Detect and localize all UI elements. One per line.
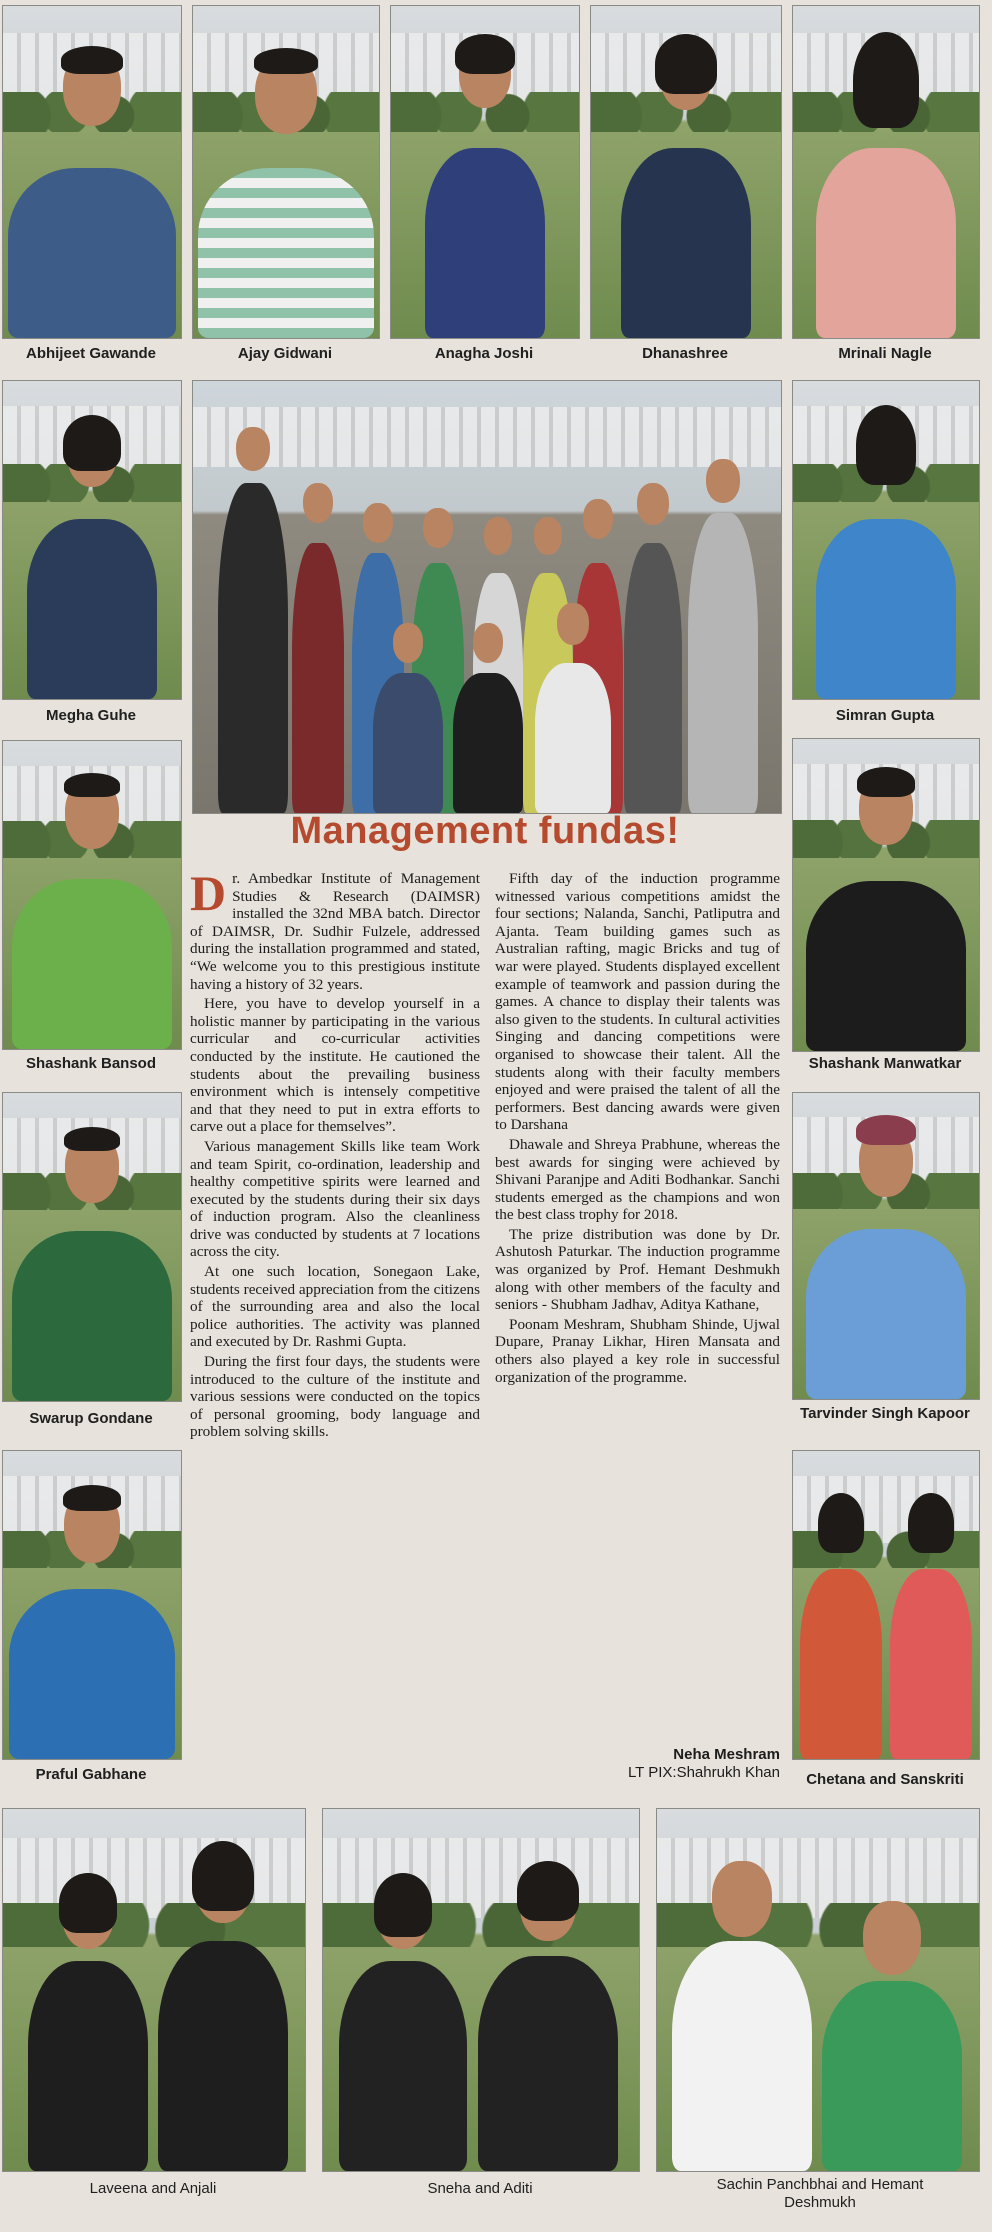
caption-megha-guhe: Megha Guhe — [45, 707, 136, 724]
caption-swarup-gondane: Swarup Gondane — [29, 1410, 153, 1427]
article-headline: Management fundas! — [290, 810, 680, 852]
dropcap: D — [190, 865, 227, 921]
caption-praful-gabhane: Praful Gabhane — [35, 1766, 147, 1783]
photo-simran-gupta — [792, 380, 980, 700]
caption-chetana-and-sanskriti: Chetana and Sanskriti — [806, 1771, 964, 1788]
photo-shashank-manwatkar — [792, 738, 980, 1052]
article-column-1 — [190, 865, 480, 1443]
photo-shashank-bansod — [2, 740, 182, 1050]
photo-group — [192, 380, 782, 814]
photo-megha-guhe — [2, 380, 182, 700]
article-paragraph: Dr. Ambedkar Institute of Management Studies & Research (DAIMSR) installed the 32nd MBA batch. Director of DAIMSR, Dr. Sudhir Fulzele, addressed during the installation programmed and stated, “We welcome you to this prestigious institute having a history of 32 years. — [190, 865, 480, 993]
article-paragraph: At one such location, Sonegaon Lake, students received appreciation from the citizens of the surrounding area and also the local police authorities. The activity was planned and executed by Dr. Rashmi Gupta. — [190, 1263, 480, 1351]
article-paragraph: During the first four days, the students were introduced to the culture of the institute and various sessions were conducted on the topics of personal grooming, body language and problem solving skills. — [190, 1353, 480, 1441]
caption-ajay-gidwani: Ajay Gidwani — [237, 345, 333, 362]
photo-chetana-and-sanskriti — [792, 1450, 980, 1760]
photo-sneha-and-aditi — [322, 1808, 640, 2172]
photo-credit: LT PIX:Shahrukh Khan — [627, 1764, 780, 1781]
caption-simran-gupta: Simran Gupta — [835, 707, 935, 724]
photo-laveena-and-anjali — [2, 1808, 306, 2172]
caption-laveena-and-anjali: Laveena and Anjali — [89, 2180, 217, 2197]
article-paragraph: Dhawale and Shreya Prabhune, whereas the best awards for singing were achieved by Shivani Paranjpe and Aditi Bodhankar. Sanchi students emerged as the champions and won the best class trophy for 2018. — [495, 1135, 780, 1224]
photo-ajay-gidwani — [192, 5, 380, 339]
photo-anagha-joshi — [390, 5, 580, 339]
caption-dhanashree: Dhanashree — [642, 345, 728, 362]
article-paragraph: Various management Skills like team Work and team Spirit, co-ordination, leadership and healthy competitive spirits were learned and executed by the students during their six days of induction program. Also the cleanliness drive was conducted by students at 7 locations across the city. — [190, 1137, 480, 1261]
photo-tarvinder-singh-kapoor — [792, 1092, 980, 1400]
caption-mrinali-nagle: Mrinali Nagle — [838, 345, 932, 362]
caption-anagha-joshi: Anagha Joshi — [434, 345, 534, 362]
photo-sachin-panchbhai-and-hemant-deshmukh — [656, 1808, 980, 2172]
article-paragraph: Poonam Meshram, Shubham Shinde, Ujwal Dupare, Pranay Likhar, Hiren Mansata and others also played a key role in successful organization of the programme. — [495, 1315, 780, 1386]
article-paragraph: The prize distribution was done by Dr. Ashutosh Paturkar. The induction programme was organized by Prof. Hemant Deshmukh along with other members of the faculty and seniors - Shubham Jadhav, Aditya Kathane, — [495, 1225, 780, 1314]
photo-abhijeet-gawande — [2, 5, 182, 339]
caption-abhijeet-gawande: Abhijeet Gawande — [25, 345, 157, 362]
byline — [495, 1746, 780, 1782]
caption-shashank-bansod: Shashank Bansod — [25, 1055, 157, 1072]
photo-dhanashree — [590, 5, 782, 339]
caption-sneha-and-aditi: Sneha and Aditi — [427, 2180, 533, 2197]
photo-swarup-gondane — [2, 1092, 182, 1402]
author-name: Neha Meshram — [673, 1746, 780, 1763]
article-paragraph: Here, you have to develop yourself in a holistic manner by participating in the various curricular and co-curricular activities conducted by the institute. He cautioned the students about the prevailing business environment which is intensely competitive and that they need to put in extra efforts to carve out a place for themselves”. — [190, 995, 480, 1136]
caption-sachin-panchbhai-and-hemant-deshmukh: Sachin Panchbhai and Hemant Deshmukh — [716, 2176, 924, 2211]
photo-mrinali-nagle — [792, 5, 980, 339]
caption-shashank-manwatkar: Shashank Manwatkar — [808, 1055, 962, 1072]
article-paragraph: Fifth day of the induction programme witnessed various competitions amidst the four sections; Nalanda, Sanchi, Patliputra and Ajanta. Team building games such as Australian rafting, magic Bricks and tug of war were played. Students displayed excellent example of teamwork and passion during the games. A chance to display their talents was also given to the students. In cultural activities Singing and dancing competitions were organised to showcase their talent. All the students along with their faculty members enjoyed and were praised the talent of all the performers. Best dancing awards were given to Darshana — [495, 870, 780, 1134]
caption-tarvinder-singh-kapoor: Tarvinder Singh Kapoor — [800, 1405, 970, 1422]
photo-praful-gabhane — [2, 1450, 182, 1760]
article-column-2 — [495, 870, 780, 1388]
